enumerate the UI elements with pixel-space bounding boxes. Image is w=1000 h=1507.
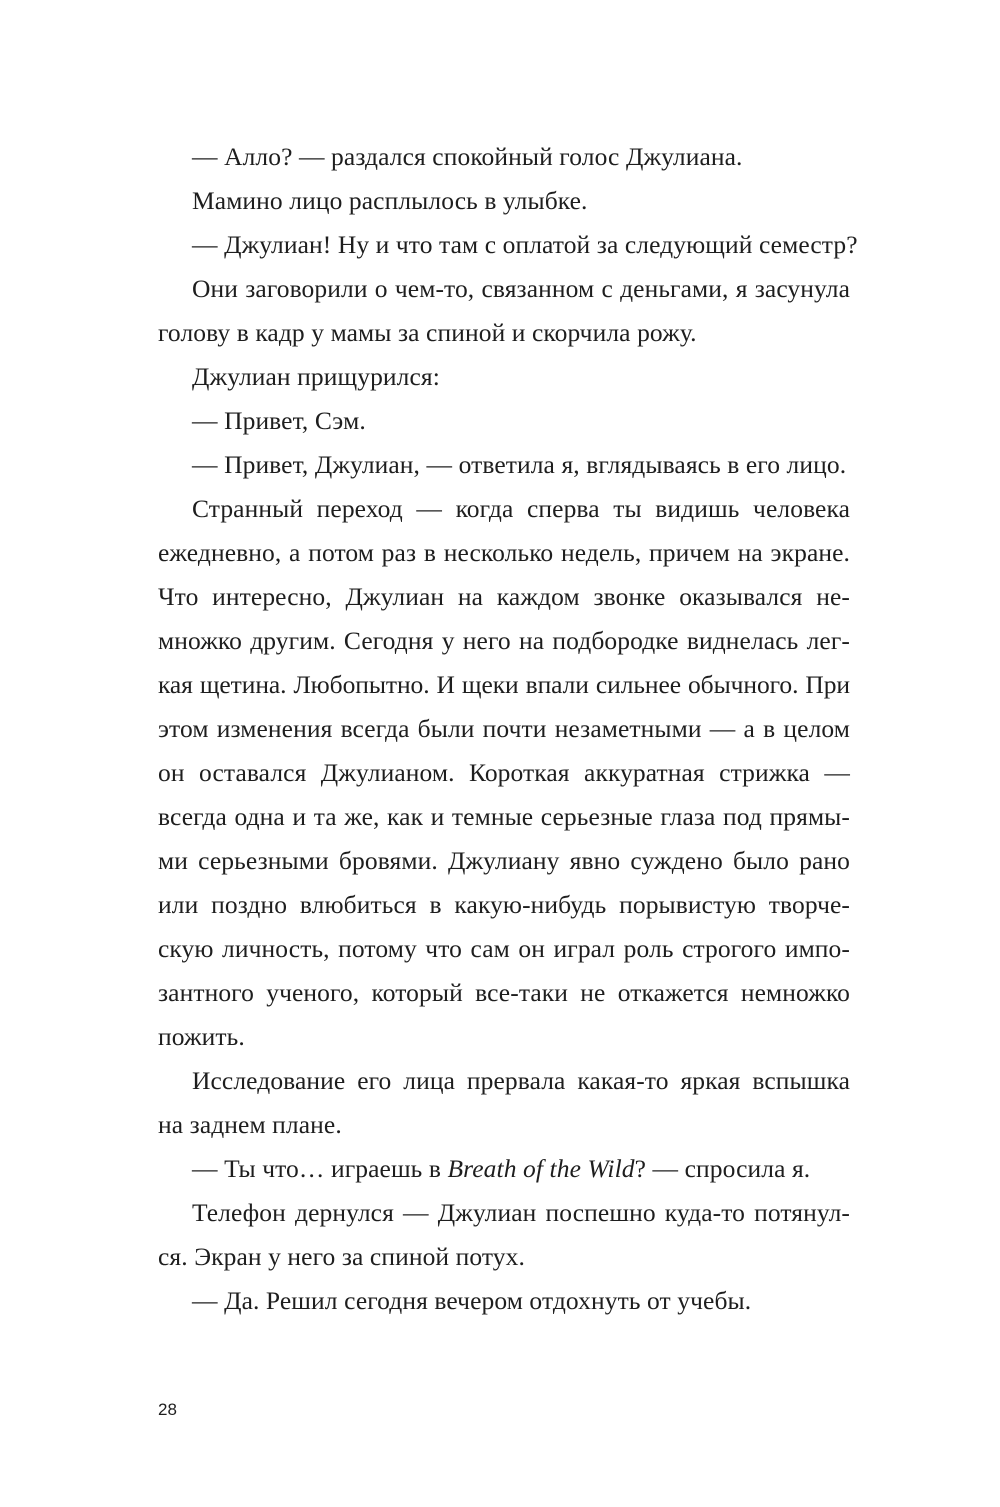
body-text bbox=[158, 135, 858, 1323]
paragraph-line: Что интересно, Джулиан на каждом звонке оказывался не- bbox=[158, 582, 850, 611]
paragraph-line: Телефон дернулся — Джулиан поспешно куда-то потянул- bbox=[192, 1198, 850, 1227]
paragraph-line: Они заговорили о чем-то, связанном с деньгами, я засунула bbox=[192, 274, 850, 303]
paragraph-line: он оставался Джулианом. Короткая аккуратная стрижка — bbox=[158, 758, 850, 787]
paragraph-line: ежедневно, а потом раз в несколько недель, причем на экране. bbox=[158, 538, 850, 567]
paragraph-line: или поздно влюбиться в какую-нибудь порывистую творче- bbox=[158, 890, 850, 919]
paragraph-line: на заднем плане. bbox=[158, 1110, 342, 1139]
dialogue-line: — Джулиан! Ну и что там с оплатой за следующий семестр? bbox=[192, 230, 858, 259]
paragraph: Мамино лицо расплылось в улыбке. bbox=[192, 186, 588, 215]
paragraph: Джулиан прищурился: bbox=[192, 362, 440, 391]
dialogue-line: — Привет, Джулиан, — ответила я, вглядываясь в его лицо. bbox=[192, 450, 847, 479]
paragraph bbox=[158, 267, 850, 355]
paragraph-line: ми серьезными бровями. Джулиану явно суждено было рано bbox=[158, 846, 850, 875]
paragraph-line: зантного ученого, который все-таки не откажется немножко bbox=[158, 978, 850, 1007]
paragraph-line: множко другим. Сегодня у него на подбородке виднелась лег- bbox=[158, 626, 850, 655]
game-title: Breath of the Wild bbox=[447, 1154, 635, 1183]
dialogue-line bbox=[158, 1147, 850, 1191]
paragraph-line: кая щетина. Любопытно. И щеки впали сильнее обычного. При bbox=[158, 670, 850, 699]
dialogue-text: — Ты что… играешь в bbox=[192, 1154, 448, 1183]
paragraph bbox=[158, 1059, 850, 1147]
paragraph bbox=[158, 487, 850, 1059]
paragraph-line: всегда одна и та же, как и темные серьезные глаза под прямы- bbox=[158, 802, 850, 831]
paragraph bbox=[158, 1191, 850, 1279]
paragraph-line: Исследование его лица прервала какая-то яркая вспышка bbox=[192, 1066, 850, 1095]
dialogue-line: — Алло? — раздался спокойный голос Джулиана. bbox=[192, 142, 743, 171]
paragraph-line: Странный переход — когда сперва ты видишь человека bbox=[192, 494, 850, 523]
paragraph-line: ся. Экран у него за спиной потух. bbox=[158, 1242, 525, 1271]
paragraph-line: голову в кадр у мамы за спиной и скорчила рожу. bbox=[158, 318, 697, 347]
paragraph-line: пожить. bbox=[158, 1022, 245, 1051]
paragraph-line: скую личность, потому что сам он играл роль строгого импо- bbox=[158, 934, 850, 963]
dialogue-line: — Да. Решил сегодня вечером отдохнуть от учебы. bbox=[192, 1286, 752, 1315]
dialogue-line: — Привет, Сэм. bbox=[192, 406, 366, 435]
paragraph-line: этом изменения всегда были почти незаметными — а в целом bbox=[158, 714, 850, 743]
page-number: 28 bbox=[158, 1400, 177, 1419]
dialogue-text: ? — спросила я. bbox=[634, 1154, 811, 1183]
